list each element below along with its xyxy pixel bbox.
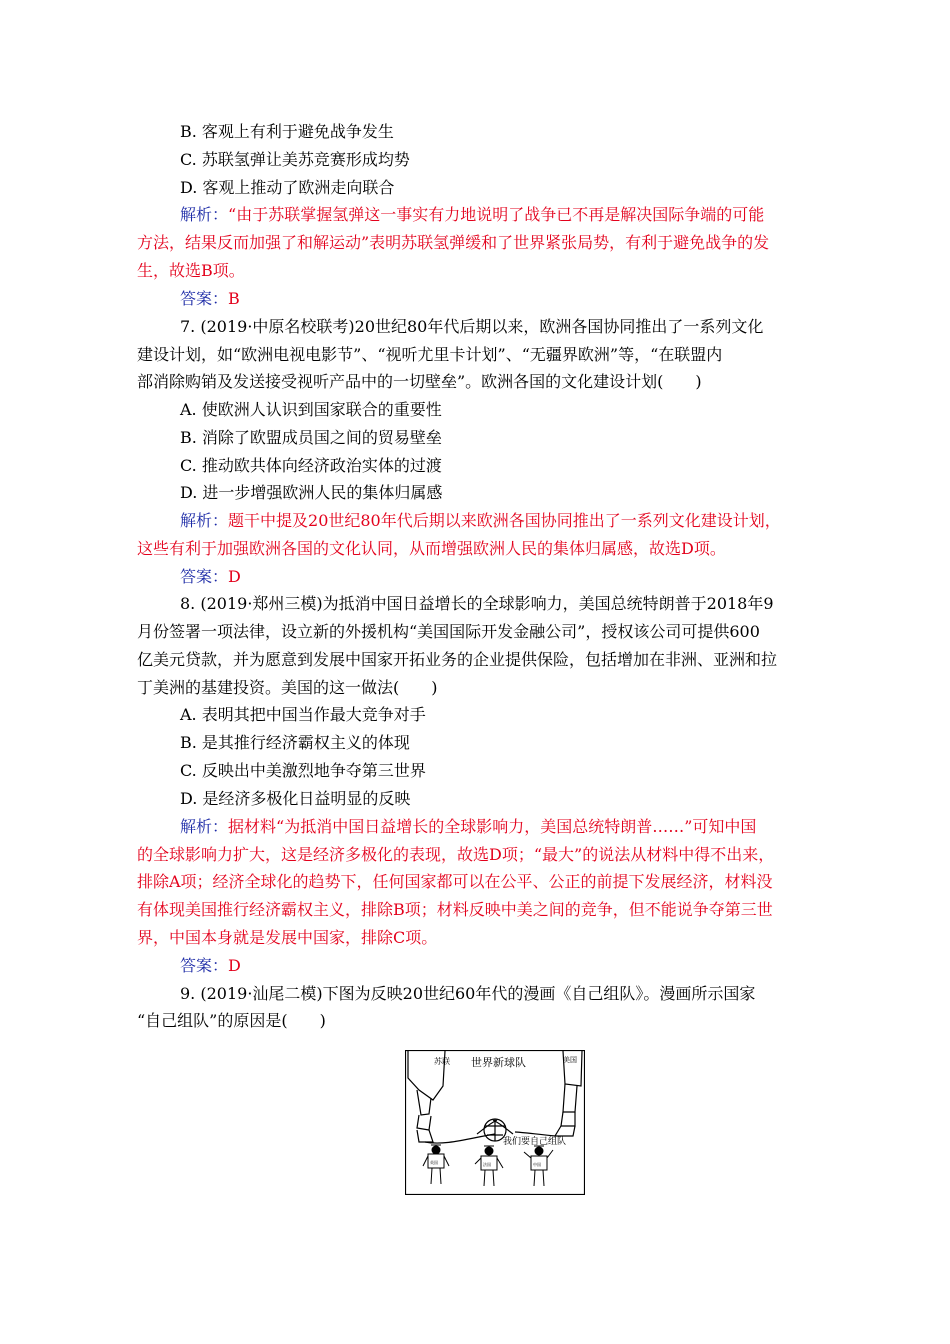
q7-answer <box>180 567 241 587</box>
q8-option-d: D. 是经济多极化日益明显的反映 <box>180 789 411 808</box>
q7-option-d: D. 进一步增强欧洲人民的集体归属感 <box>180 483 443 502</box>
analysis-label: 解析： <box>180 205 229 224</box>
q8-analysis-line1 <box>180 817 756 837</box>
q6-option-d: D. 客观上推动了欧洲走向联合 <box>180 178 395 197</box>
q8-analysis-line4: 有体现美国推行经济霸权主义，排除B项；材料反映中美之间的竞争，但不能说争夺第三世 <box>137 900 773 919</box>
analysis-label: 解析： <box>180 817 229 836</box>
figure-uk-label: 英国 <box>430 1160 438 1165</box>
q6-option-c: C. 苏联氢弹让美苏竞赛形成均势 <box>180 150 410 169</box>
q7-stem-line1: 7. (2019·中原名校联考)20世纪80年代后期以来，欧洲各国协同推出了一系列文化 <box>180 317 764 336</box>
cartoon-title: 世界新球队 <box>471 1056 526 1069</box>
speech-text: 我们要自己组队 <box>503 1137 567 1147</box>
analysis-text: “由于苏联掌握氢弹这一事实有力地说明了战争已不再是解决国际争端的可能 <box>228 205 765 224</box>
figure-china-label: 中国 <box>533 1162 541 1167</box>
figure-france-label: 法国 <box>483 1162 491 1167</box>
q8-analysis-line5: 界，中国本身就是发展中国家，排除C项。 <box>137 928 438 947</box>
q7-stem-line3: 部消除购销及发送接受视听产品中的一切壁垒”。欧洲各国的文化建设计划( ) <box>137 372 702 391</box>
q8-analysis-line3: 排除A项；经济全球化的趋势下，任何国家都可以在公平、公正的前提下发展经济，材料没 <box>137 872 773 891</box>
cartoon-illustration <box>405 1050 585 1195</box>
q9-stem-line2: “自己组队”的原因是( ) <box>137 1011 326 1030</box>
q7-analysis-line2: 这些有利于加强欧洲各国的文化认同，从而增强欧洲人民的集体归属感，故选D项。 <box>137 539 726 558</box>
q7-option-c: C. 推动欧共体向经济政治实体的过渡 <box>180 456 442 475</box>
answer-label: 答案： <box>180 289 229 308</box>
q8-option-b: B. 是其推行经济霸权主义的体现 <box>180 733 410 752</box>
q8-analysis-line2: 的全球影响力扩大，这是经济多极化的表现，故选D项；“最大”的说法从材料中得不出来， <box>137 845 775 864</box>
q8-stem-line3: 亿美元贷款，并为愿意到发展中国家开拓业务的企业提供保险，包括增加在非洲、亚洲和拉 <box>137 650 778 669</box>
q7-analysis-line1 <box>180 511 781 531</box>
answer-value: D <box>228 567 241 586</box>
answer-value: D <box>228 956 241 975</box>
q7-stem-line2: 建设计划，如“欧洲电视电影节”、“视听尤里卡计划”、“无疆界欧洲”等，“在联盟内 <box>137 345 723 364</box>
ussr-label: 苏联 <box>434 1057 450 1066</box>
analysis-text: 据材料“为抵消中国日益增长的全球影响力，美国总统特朗普……”可知中国 <box>228 817 757 836</box>
q6-analysis-line2: 方法，结果反而加强了和解运动”表明苏联氢弹缓和了世界紧张局势，有利于避免战争的发 <box>137 233 770 252</box>
analysis-text: 题干中提及20世纪80年代后期以来欧洲各国协同推出了一系列文化建设计划， <box>228 511 781 530</box>
q8-answer <box>180 956 241 976</box>
q6-analysis-line1 <box>180 205 764 225</box>
answer-value: B <box>228 289 240 308</box>
q7-option-a: A. 使欧洲人认识到国家联合的重要性 <box>180 400 442 419</box>
q6-option-b: B. 客观上有利于避免战争发生 <box>180 122 394 141</box>
q7-option-b: B. 消除了欧盟成员国之间的贸易壁垒 <box>180 428 442 447</box>
q8-stem-line2: 月份签署一项法律，设立新的外援机构“美国国际开发金融公司”，授权该公司可提供600 <box>137 622 760 641</box>
q8-stem-line1: 8. (2019·郑州三模)为抵消中国日益增长的全球影响力，美国总统特朗普于2018年9 <box>180 594 774 613</box>
q8-option-c: C. 反映出中美激烈地争夺第三世界 <box>180 761 426 780</box>
answer-label: 答案： <box>180 956 229 975</box>
q6-answer <box>180 289 240 309</box>
answer-label: 答案： <box>180 567 229 586</box>
q8-option-a: A. 表明其把中国当作最大竞争对手 <box>180 705 426 724</box>
q9-stem-line1: 9. (2019·汕尾二模)下图为反映20世纪60年代的漫画《自己组队》。漫画所示国家 <box>180 984 756 1003</box>
q8-stem-line4: 丁美洲的基建投资。美国的这一做法( ) <box>137 678 438 697</box>
usa-label: 美国 <box>563 1056 577 1064</box>
analysis-label: 解析： <box>180 511 229 530</box>
q6-analysis-line3: 生，故选B项。 <box>137 261 245 280</box>
